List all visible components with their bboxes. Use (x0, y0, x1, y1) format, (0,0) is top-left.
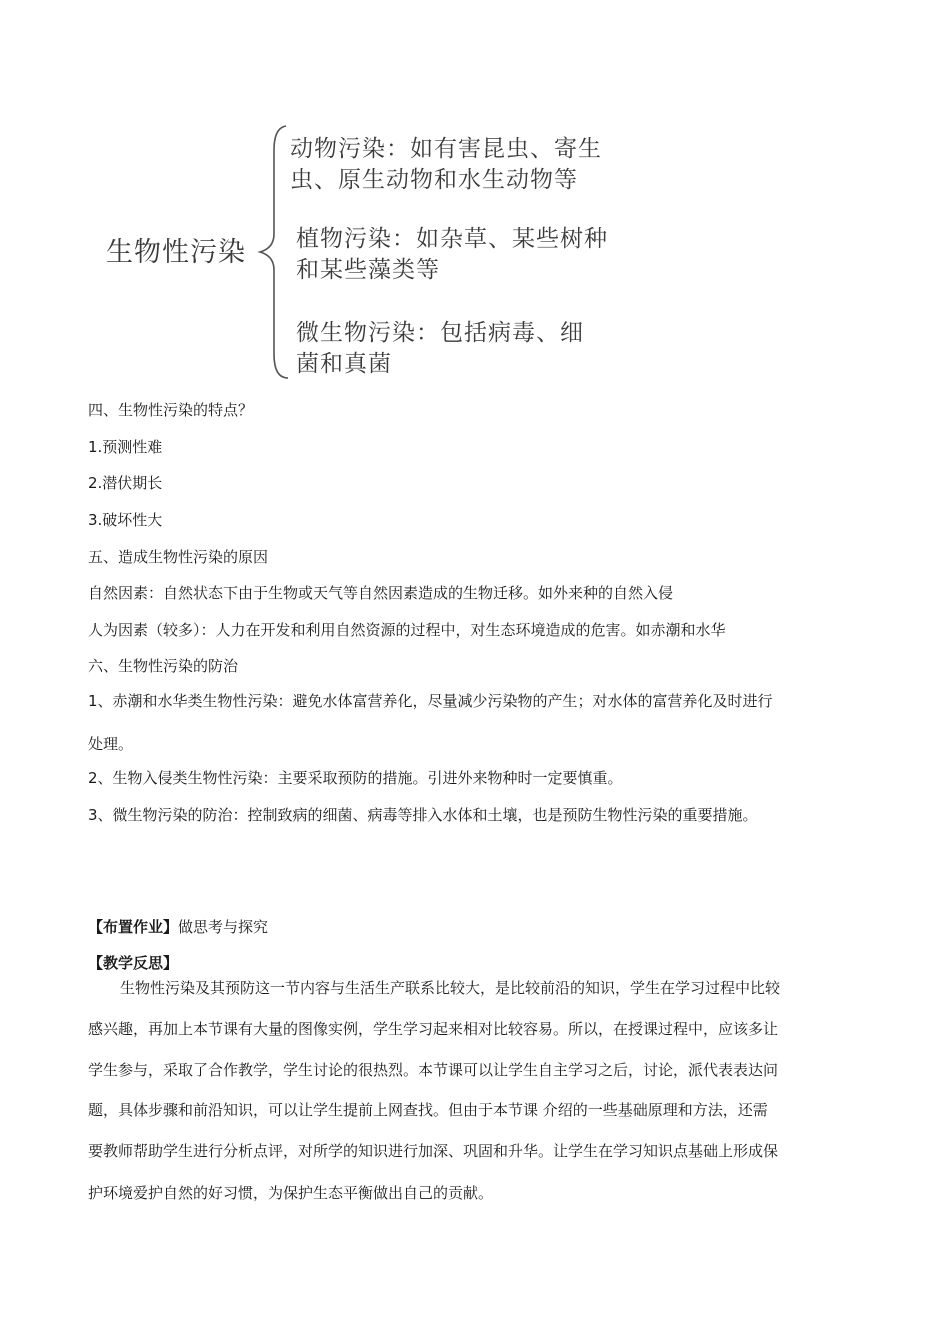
diagram-title: 生物性污染 (106, 237, 246, 268)
reflection-line: 生物性污染及其预防这一节内容与生活生产联系比较大，是比较前沿的知识，学生在学习过程中比较 (120, 979, 781, 997)
homework-text: 做思考与探究 (178, 918, 269, 936)
prevention-item-2: 2、生物入侵类生物性污染：主要采取预防的措施。引进外来物种时一定要慎重。 (88, 769, 623, 787)
classification-diagram (100, 120, 640, 385)
prevention-item-1-cont: 处理。 (88, 735, 134, 753)
section6-heading: 六、生物性污染的防治 (88, 657, 239, 675)
feature-item: 2.潜伏期长 (88, 474, 163, 492)
reflection-line: 护环境爱护自然的好习惯，为保护生态平衡做出自己的贡献。 (88, 1184, 494, 1202)
section4-heading: 四、生物性污染的特点？ (88, 401, 254, 419)
reflection-line: 要教师帮助学生进行分析点评，对所学的知识进行加深、巩固和升华。让学生在学习知识点基础上形成保 (88, 1142, 779, 1160)
reflection-label: 【教学反思】 (88, 954, 179, 972)
homework-line (88, 917, 268, 937)
branch-microbe: 微生物污染：包括病毒、细 菌和真菌 (296, 320, 584, 377)
section5-heading: 五、造成生物性污染的原因 (88, 548, 269, 566)
branch-plant: 植物污染：如杂草、某些树种 和某些藻类等 (296, 226, 608, 283)
feature-item: 3.破坏性大 (88, 511, 163, 529)
brace-icon (250, 120, 290, 385)
feature-item: 1.预测性难 (88, 438, 163, 456)
homework-label: 【布置作业】 (88, 918, 179, 936)
prevention-item-1: 1、赤潮和水华类生物性污染：避免水体富营养化，尽量减少污染物的产生；对水体的富营养化及时进行 (88, 692, 773, 710)
natural-factor: 自然因素：自然状态下由于生物或天气等自然因素造成的生物迁移。如外来种的自然入侵 (88, 584, 674, 602)
human-factor: 人为因素（较多）：人力在开发和利用自然资源的过程中，对生态环境造成的危害。如赤潮和水华 (88, 621, 726, 639)
reflection-line: 题，具体步骤和前沿知识，可以让学生提前上网查找。但由于本节课 介绍的一些基础原理和方法，还需 (88, 1101, 768, 1119)
reflection-line: 学生参与，采取了合作教学，学生讨论的很热烈。本节课可以让学生自主学习之后，讨论，派代表表达问 (88, 1061, 779, 1079)
prevention-item-3: 3、微生物污染的防治：控制致病的细菌、病毒等排入水体和土壤，也是预防生物性污染的重要措施。 (88, 806, 758, 824)
reflection-line: 感兴趣，再加上本节课有大量的图像实例，学生学习起来相对比较容易。所以，在授课过程中，应该多让 (88, 1020, 779, 1038)
branch-animal: 动物污染：如有害昆虫、寄生 虫、原生动物和水生动物等 (290, 136, 602, 193)
